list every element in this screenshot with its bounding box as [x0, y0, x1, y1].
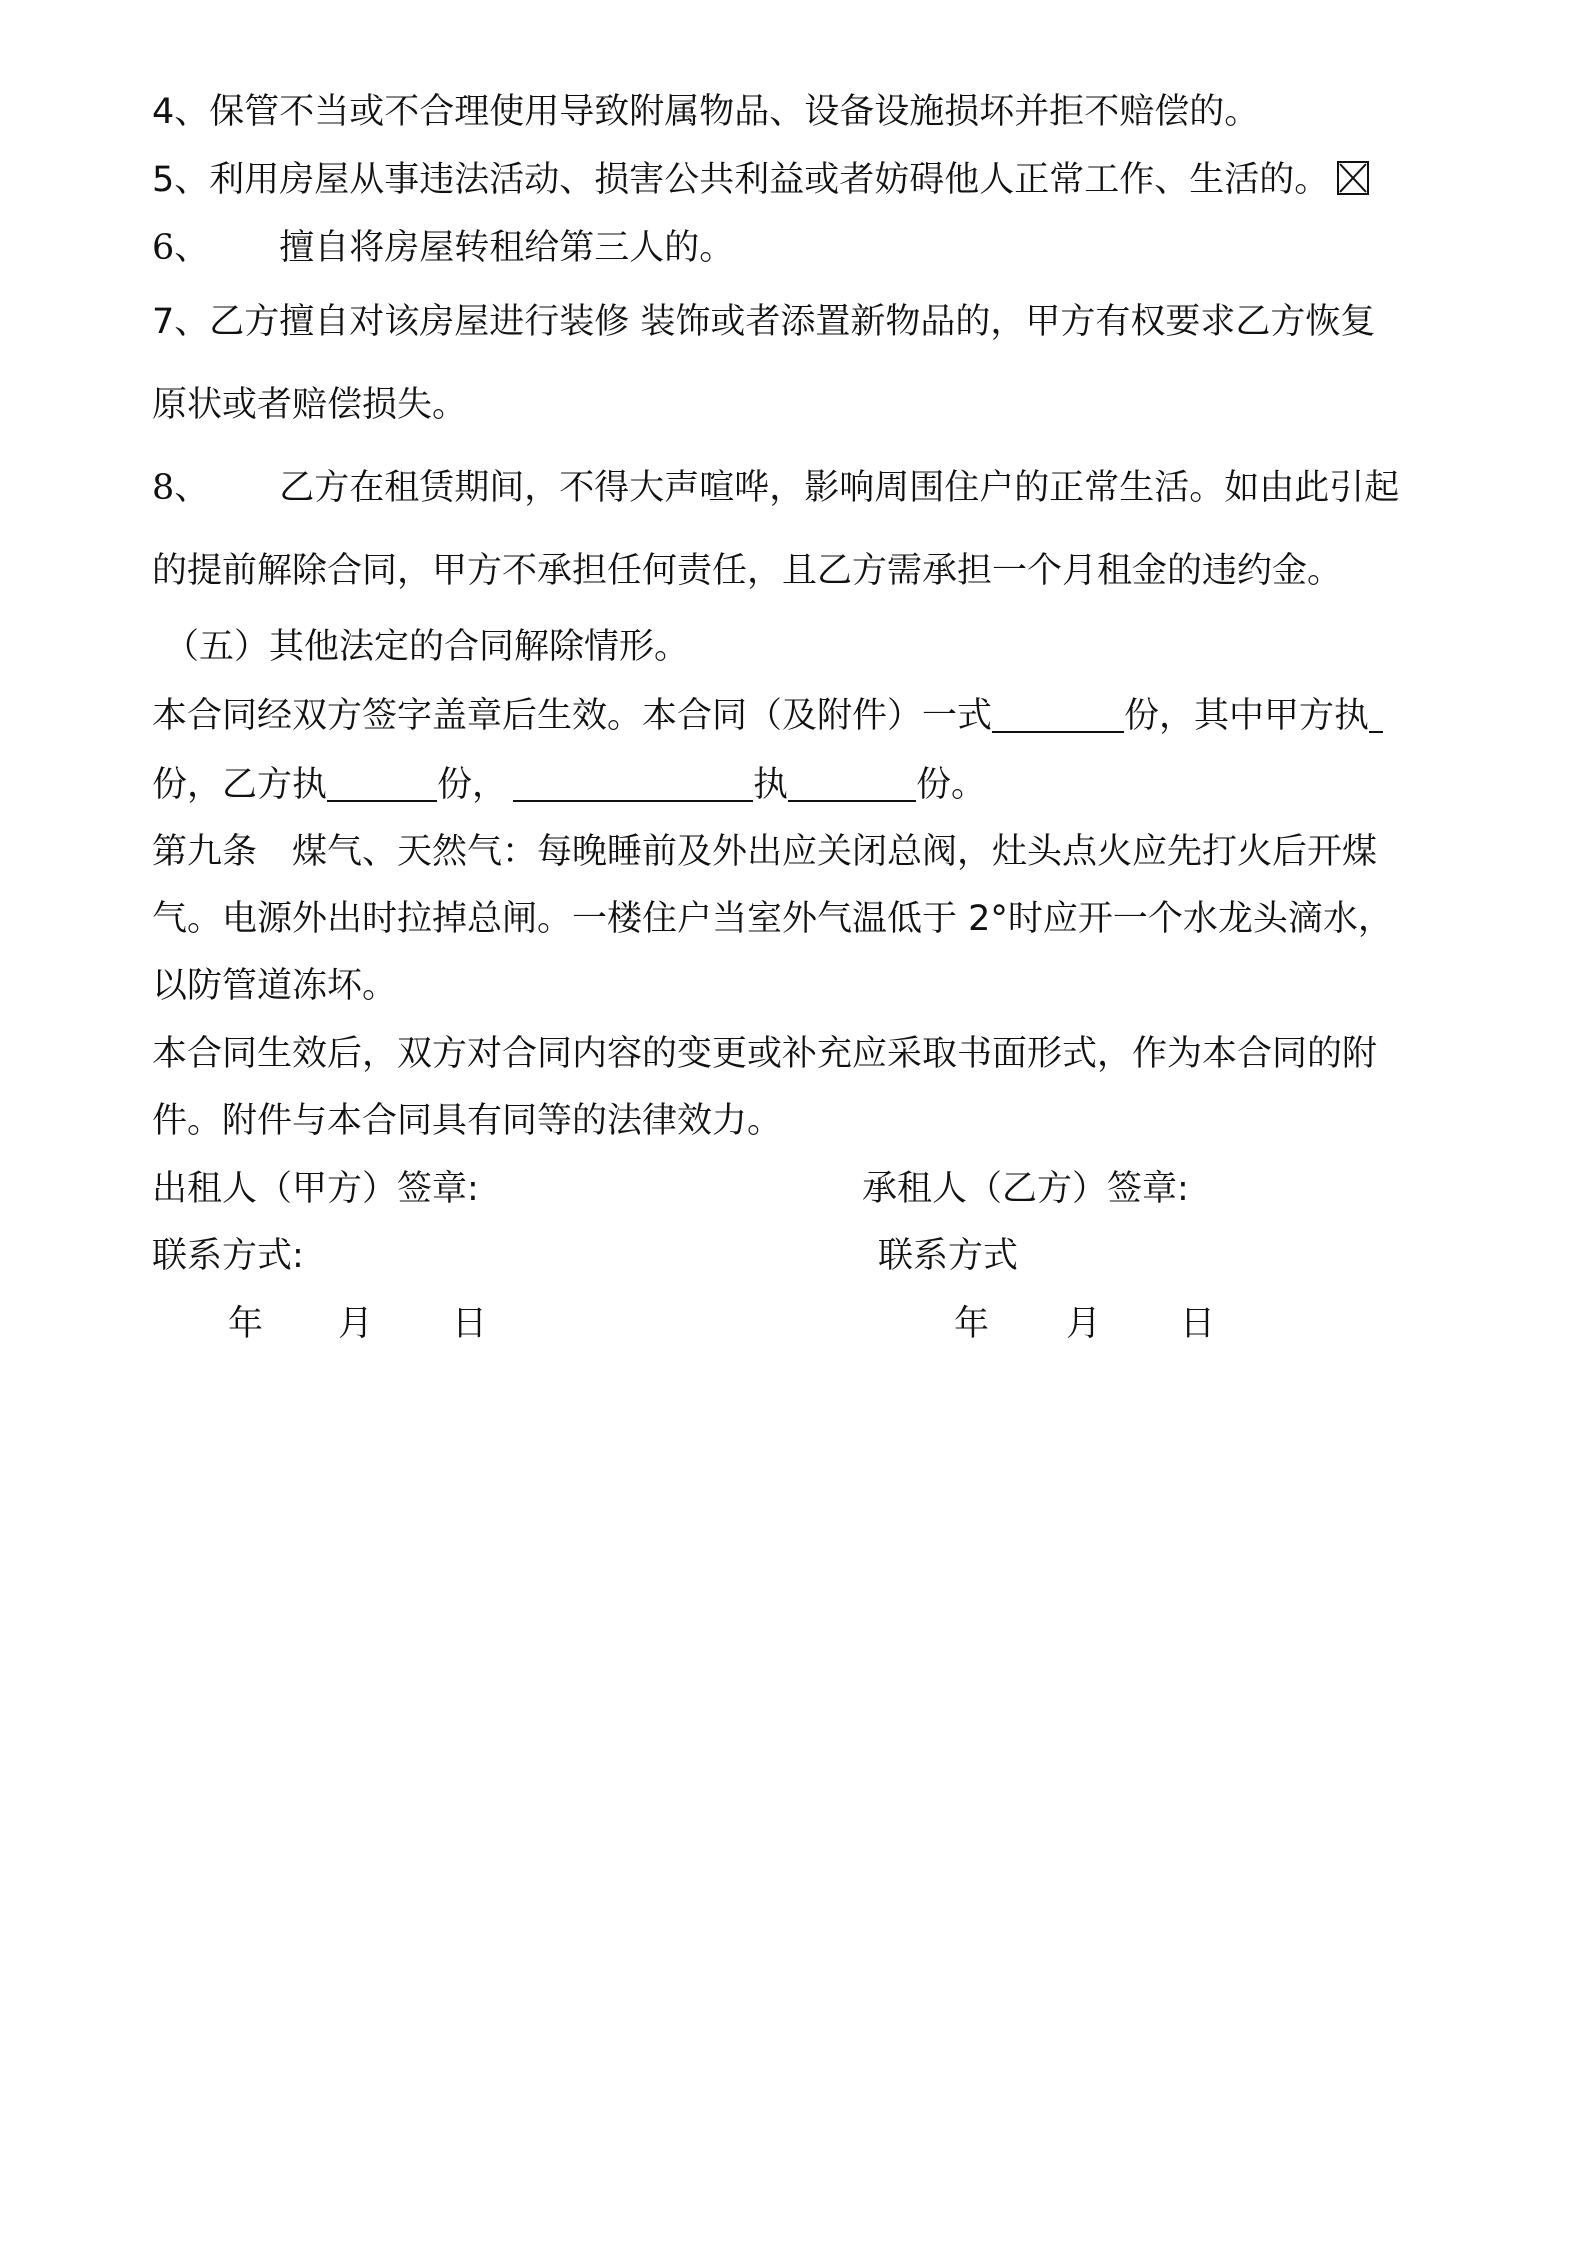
lessee-signature-label: 承租人（乙方）签章: — [862, 1169, 1189, 1209]
lessor-contact-label: 联系方式: — [152, 1236, 304, 1276]
copies-party-b-blank — [327, 764, 437, 802]
lessee-year: 年 — [954, 1304, 990, 1344]
lessor-day: 日 — [452, 1304, 488, 1344]
lessee-contact-label: 联系方式 — [878, 1236, 1019, 1276]
article-9-line3: 以防管道冻坏。 — [152, 966, 398, 1006]
clause-item-8-line1 — [152, 464, 1399, 512]
supplement-line1: 本合同生效后，双方对合同内容的变更或补充应采取书面形式，作为本合同的附 — [152, 1034, 1378, 1074]
lessor-month: 月 — [338, 1304, 374, 1344]
other-party-blank — [513, 764, 753, 802]
article-9-line1: 第九条 煤气、天然气：每晚睡前及外出应关闭总阀，灶头点火应先打火后开煤 — [152, 832, 1378, 872]
clause-item-five: （五）其他法定的合同解除情形。 — [164, 627, 690, 667]
clause-item-6-number: 6、 — [152, 228, 210, 268]
effect-text-6: 份。 — [916, 765, 987, 805]
clause-item-5-text: 5、利用房屋从事违法活动、损害公共利益或者妨碍他人正常工作、生活的。 — [152, 160, 1330, 200]
effect-line1 — [152, 692, 1383, 740]
lessee-month: 月 — [1066, 1304, 1102, 1344]
lessee-day: 日 — [1180, 1304, 1216, 1344]
clause-item-6-text: 擅自将房屋转租给第三人的。 — [279, 228, 735, 268]
lessor-year: 年 — [228, 1304, 264, 1344]
effect-text-1: 本合同经双方签字盖章后生效。本合同（及附件）一式 — [152, 696, 993, 736]
checkbox-icon — [1337, 161, 1369, 195]
clause-item-7-line1: 7、乙方擅自对该房屋进行装修 装饰或者添置新物品的，甲方有权要求乙方恢复 — [152, 302, 1376, 342]
clause-item-8-line2: 的提前解除合同，甲方不承担任何责任，且乙方需承担一个月租金的违约金。 — [152, 551, 1343, 591]
clause-item-8-number: 8、 — [152, 468, 210, 508]
article-9-line2: 气。电源外出时拉掉总闸。一楼住户当室外气温低于 2°时应开一个水龙头滴水， — [152, 899, 1393, 939]
clause-item-6 — [152, 224, 734, 272]
effect-text-5: 执 — [753, 765, 789, 805]
effect-text-3: 份，乙方执 — [152, 765, 328, 805]
effect-line2 — [152, 761, 986, 809]
clause-item-5 — [152, 156, 1369, 204]
effect-text-4: 份， — [437, 765, 508, 805]
clause-item-4: 4、保管不当或不合理使用导致附属物品、设备设施损坏并拒不赔偿的。 — [152, 92, 1260, 132]
copies-other-blank — [788, 764, 916, 802]
copies-total-blank — [992, 695, 1124, 733]
lessor-signature-label: 出租人（甲方）签章: — [152, 1169, 479, 1209]
supplement-line2: 件。附件与本合同具有同等的法律效力。 — [152, 1101, 783, 1141]
clause-item-7-line2: 原状或者赔偿损失。 — [152, 385, 468, 425]
effect-text-2: 份，其中甲方执 — [1124, 696, 1370, 736]
copies-party-a-blank — [1369, 695, 1383, 733]
clause-item-8-text: 乙方在租赁期间，不得大声喧哗，影响周围住户的正常生活。如由此引起 — [279, 468, 1400, 508]
